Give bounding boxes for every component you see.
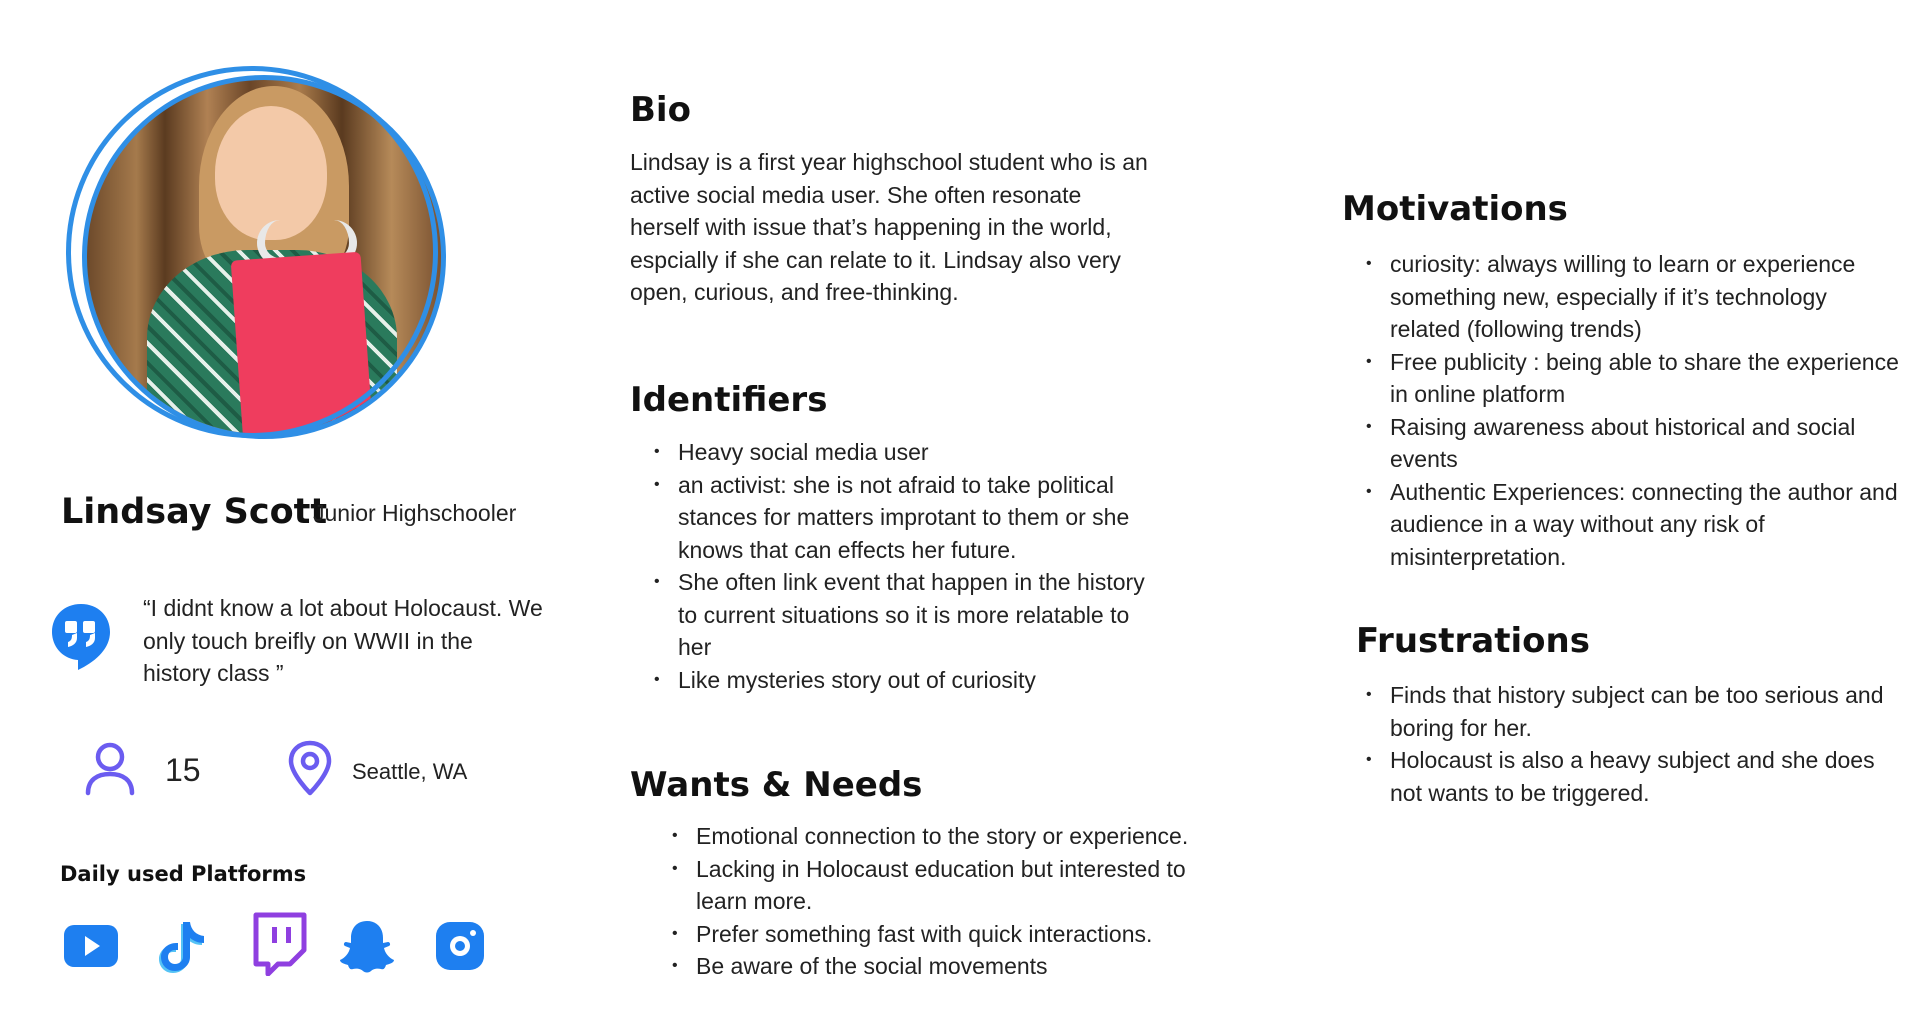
location-pin-icon (285, 740, 335, 796)
identifiers-title: Identifiers (630, 380, 828, 420)
user-icon (82, 740, 138, 796)
list-item: • She often link event that happen in the history to current situations so it is more relatable to her (654, 569, 1145, 660)
identifiers-list (630, 436, 1150, 696)
motivations-title: Motivations (1342, 189, 1568, 229)
list-item: • Finds that history subject can be too serious and boring for her. (1366, 682, 1884, 741)
bio-text: Lindsay is a first year highschool student who is an active social media user. She often resonate herself with issue that’s happening in the world, espcially if she can relate to it. Lindsay also very open, curious, and free-thinking. (630, 149, 1148, 305)
persona-quote: “I didnt know a lot about Holocaust. We only touch breifly on WWII in the history class ” (143, 595, 543, 686)
list-item: • curiosity: always willing to learn or experience something new, especially if it’s technology related (following trends) (1366, 251, 1856, 342)
list-item: • Authentic Experiences: connecting the author and audience in a way without any risk of misinterpretation. (1366, 478, 1898, 570)
list-item: • an activist: she is not afraid to take political stances for matters improtant to them or she knows that can effects her future. (654, 471, 1130, 563)
persona-age: 15 (165, 752, 201, 788)
list-item: • Raising awareness about historical and social events (1366, 413, 1856, 472)
list-item: • Free publicity : being able to share the experience in online platform (1366, 348, 1899, 407)
wants-needs-list (648, 820, 1248, 983)
persona-role: Junior Highschooler (313, 500, 517, 526)
persona-name: Lindsay Scott (61, 492, 328, 532)
list-item: • Prefer something fast with quick interactions. (672, 920, 1153, 947)
list-item: • Heavy social media user (654, 439, 929, 465)
profile-photo (66, 66, 478, 436)
wants-needs-title: Wants & Needs (630, 765, 923, 805)
list-item: • Be aware of the social movements (672, 953, 1048, 979)
platforms-title: Daily used Platforms (60, 862, 307, 886)
persona-location: Seattle, WA (352, 759, 468, 784)
frustrations-title: Frustrations (1356, 621, 1590, 661)
list-item: • Lacking in Holocaust education but interested to learn more. (672, 855, 1186, 914)
instagram-icon (432, 917, 490, 975)
quote-icon (50, 602, 112, 672)
twitch-icon (246, 912, 308, 976)
motivations-list (1342, 248, 1902, 573)
frustrations-list (1342, 679, 1902, 809)
list-item: • Like mysteries story out of curiosity (654, 666, 1036, 693)
tiktok-icon (154, 917, 212, 975)
list-item: • Emotional connection to the story or experience. (672, 823, 1189, 849)
list-item: • Holocaust is also a heavy subject and she does not wants to be triggered. (1366, 747, 1875, 806)
avatar-ring (66, 66, 438, 438)
youtube-icon (62, 917, 120, 975)
bio-title: Bio (630, 90, 691, 130)
snapchat-icon (338, 917, 396, 975)
